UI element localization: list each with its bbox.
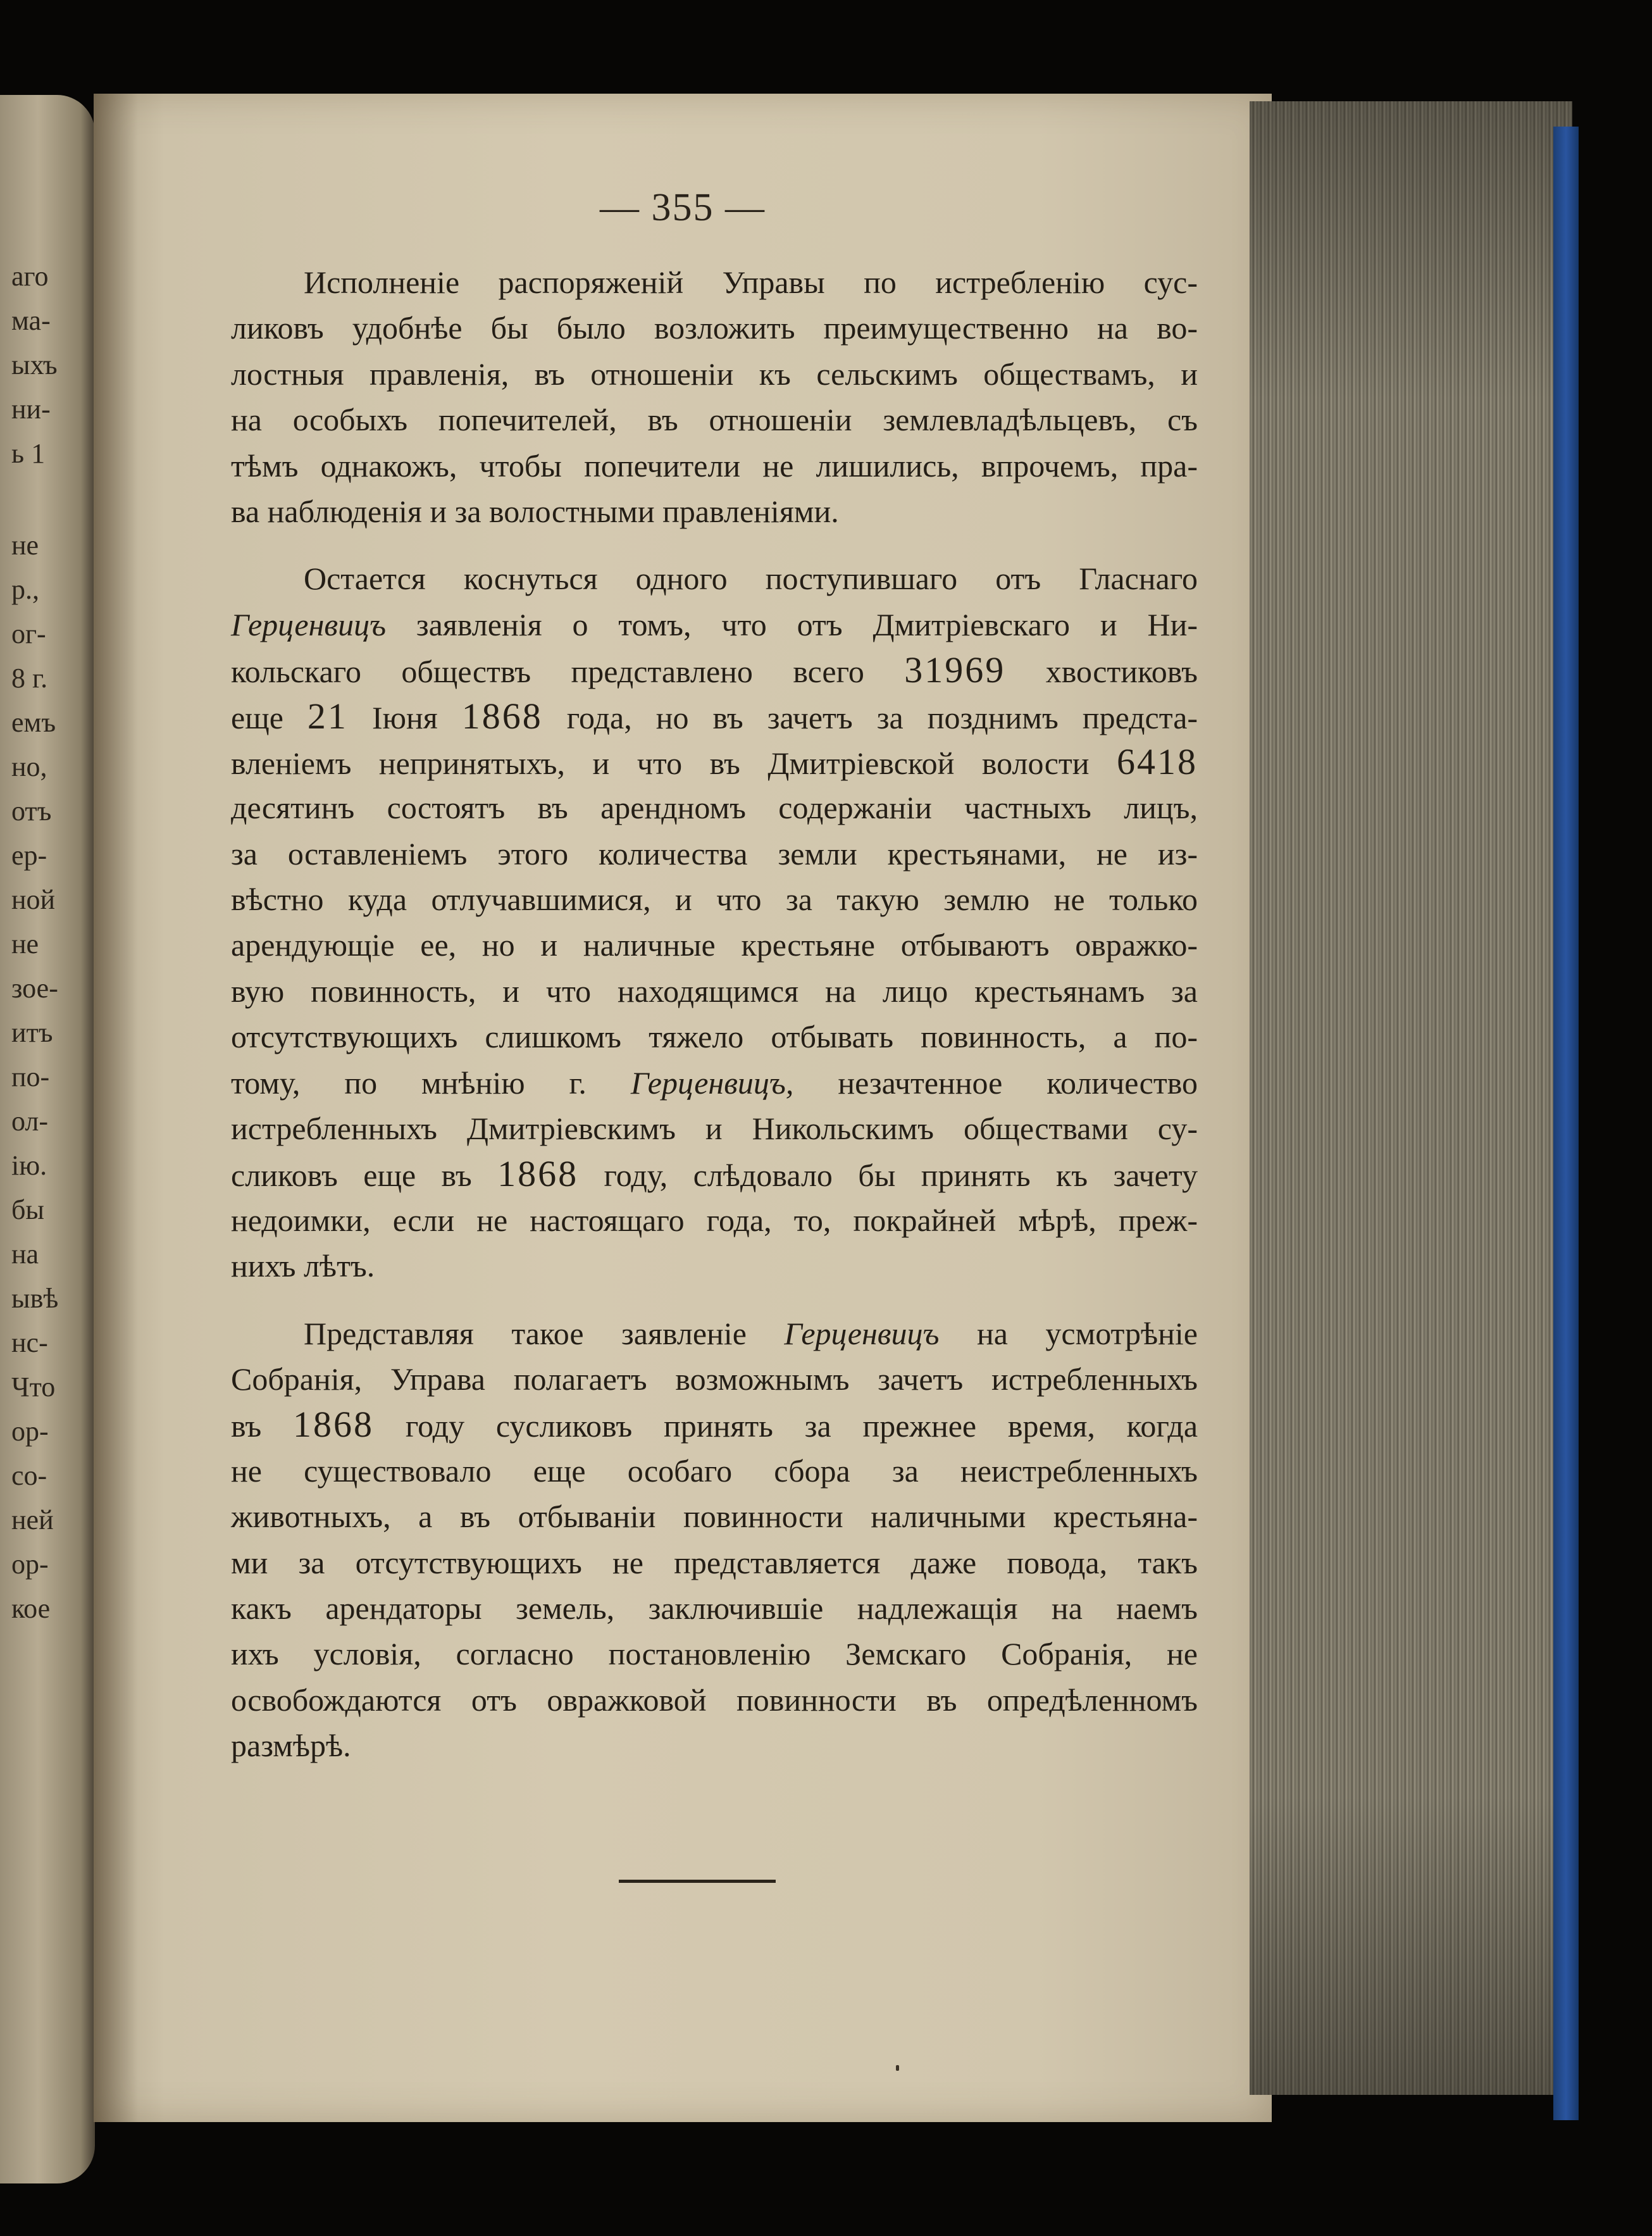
text-line: ми за отсутствующихъ не представляется даже повода, такъ — [231, 1544, 1198, 1580]
facing-page-fragment: зое- — [11, 973, 58, 1004]
page-gutter-shadow — [94, 94, 138, 2122]
text-line: на особыхъ попечителей, въ отношеніи землевладѣльцевъ, съ — [231, 402, 1198, 438]
text-line: вую повинность, и что находящимся на лицо крестьянамъ за — [231, 973, 1198, 1009]
facing-page-fragment: ор- — [11, 1549, 49, 1580]
facing-page-fragment: Что — [11, 1371, 56, 1402]
text-line: ихъ условія, согласно постановленію Земскаго Собранія, не — [231, 1636, 1198, 1672]
facing-page-fragment: ор- — [11, 1416, 49, 1447]
facing-page-fragment: ывѣ — [11, 1283, 59, 1314]
facing-page-fragment: ма- — [11, 305, 51, 336]
text-line: Исполненіе распоряженій Управы по истребленію сус- — [304, 265, 1198, 300]
text-line: въ 1868 году сусликовъ принять за прежнее время, когда — [231, 1404, 1198, 1446]
text-line: размѣрѣ. — [231, 1728, 351, 1764]
facing-page-fragment: бы — [11, 1194, 44, 1225]
author-name: Герценвицъ — [231, 606, 387, 642]
text-line: арендующіе ее, но и наличные крестьяне отбываютъ овражко- — [231, 927, 1198, 963]
facing-page-fragment: итъ — [11, 1017, 53, 1048]
facing-page-fragment: р., — [11, 574, 39, 605]
text-line: животныхъ, а въ отбываніи повинности наличными крестьяна- — [231, 1499, 1198, 1535]
text-line: тѣмъ однакожъ, чтобы попечители не лишились, впрочемъ, пра- — [231, 447, 1198, 484]
text-line: отсутствующихъ слишкомъ тяжело отбывать повинность, а по- — [231, 1019, 1198, 1055]
text-line: тому, по мнѣнію г. Герценвицъ, незачтенное количество — [231, 1065, 1198, 1101]
facing-page-fragment: ной — [11, 884, 56, 915]
text-line: истребленныхъ Дмитріевскимъ и Никольскимъ обществами су- — [231, 1111, 1198, 1147]
book-page — [94, 94, 1272, 2122]
text-line: Представляя такое заявленіе Герценвицъ на усмотрѣніе — [304, 1315, 1198, 1351]
paper-speck — [896, 2065, 899, 2071]
facing-page-fragment: ол- — [11, 1106, 49, 1137]
text-line: десятинъ состоятъ въ арендномъ содержаніи частныхъ лицъ, — [231, 790, 1198, 826]
page-body-text — [231, 259, 1198, 1769]
facing-page-fragment: не — [11, 530, 39, 561]
text-line: еще 21 Іюня 1868 года, но въ зачетъ за позднимъ предста- — [231, 695, 1198, 737]
book-page-edges — [1250, 101, 1572, 2095]
text-line: нихъ лѣтъ. — [231, 1248, 375, 1284]
facing-page-fragment: но, — [11, 751, 47, 782]
text-line: освобождаются отъ овражковой повинности въ опредѣленномъ — [231, 1682, 1198, 1718]
facing-page-fragment: ыхъ — [11, 349, 58, 380]
facing-page-fragment: со- — [11, 1460, 47, 1491]
author-name: Герценвицъ, — [630, 1065, 794, 1101]
text-line: вѣстно куда отлучавшимися, и что за такую землю не только — [231, 882, 1198, 918]
facing-page-fragment: на — [11, 1239, 39, 1270]
facing-page-fragment: по- — [11, 1061, 50, 1092]
text-line: не существовало еще особаго сбора за неистребленныхъ — [231, 1452, 1198, 1489]
facing-page-fragment: ер- — [11, 840, 47, 871]
facing-page-fragment: ни- — [11, 394, 51, 425]
facing-page-fragment: нс- — [11, 1327, 48, 1358]
text-line: за оставленіемъ этого количества земли крестьянами, не из- — [231, 835, 1198, 871]
text-line: сликовъ еще въ 1868 году, слѣдовало бы принять къ зачету — [231, 1153, 1198, 1195]
facing-page-fragment: не — [11, 928, 39, 959]
text-line: кольскаго обществъ представлено всего 31969 хвостиковъ — [231, 649, 1198, 691]
text-line: Собранія, Управа полагаетъ возможнымъ зачетъ истребленныхъ — [231, 1361, 1198, 1397]
text-line: какъ арендаторы земель, заключившіе надлежащія на наемъ — [231, 1590, 1198, 1626]
text-line: лостныя правленія, въ отношеніи къ сельскимъ обществамъ, и — [231, 356, 1198, 392]
facing-page-fragment: отъ — [11, 796, 52, 827]
facing-page-fragment: ію. — [11, 1150, 47, 1181]
section-end-rule — [619, 1880, 776, 1883]
facing-page-fragment: ог- — [11, 618, 46, 649]
text-line: Остается коснуться одного поступившаго отъ Гласнаго — [304, 561, 1198, 597]
facing-page-fragment: кое — [11, 1593, 51, 1624]
facing-page-edge — [0, 95, 95, 2183]
text-line: ва наблюденія и за волостными правленіями. — [231, 493, 839, 529]
facing-page-fragment: емъ — [11, 707, 56, 738]
facing-page-fragment: ь 1 — [11, 438, 46, 469]
text-line: недоимки, если не настоящаго года, то, покрайней мѣрѣ, преж- — [231, 1202, 1198, 1238]
author-name: Герценвицъ — [784, 1315, 940, 1351]
facing-page-fragment: аго — [11, 261, 49, 292]
page-number: — 355 — — [600, 186, 766, 229]
facing-page-fragment: ней — [11, 1504, 54, 1535]
text-line: ликовъ удобнѣе бы было возложить преимущественно на во- — [231, 310, 1198, 346]
text-line: Герценвицъ заявленія о томъ, что отъ Дмитріевскаго и Ни- — [231, 606, 1198, 642]
facing-page-fragment: 8 г. — [11, 663, 48, 694]
text-line: вленіемъ непринятыхъ, и что въ Дмитріевской волости 6418 — [231, 740, 1198, 782]
book-cover — [1553, 127, 1579, 2120]
